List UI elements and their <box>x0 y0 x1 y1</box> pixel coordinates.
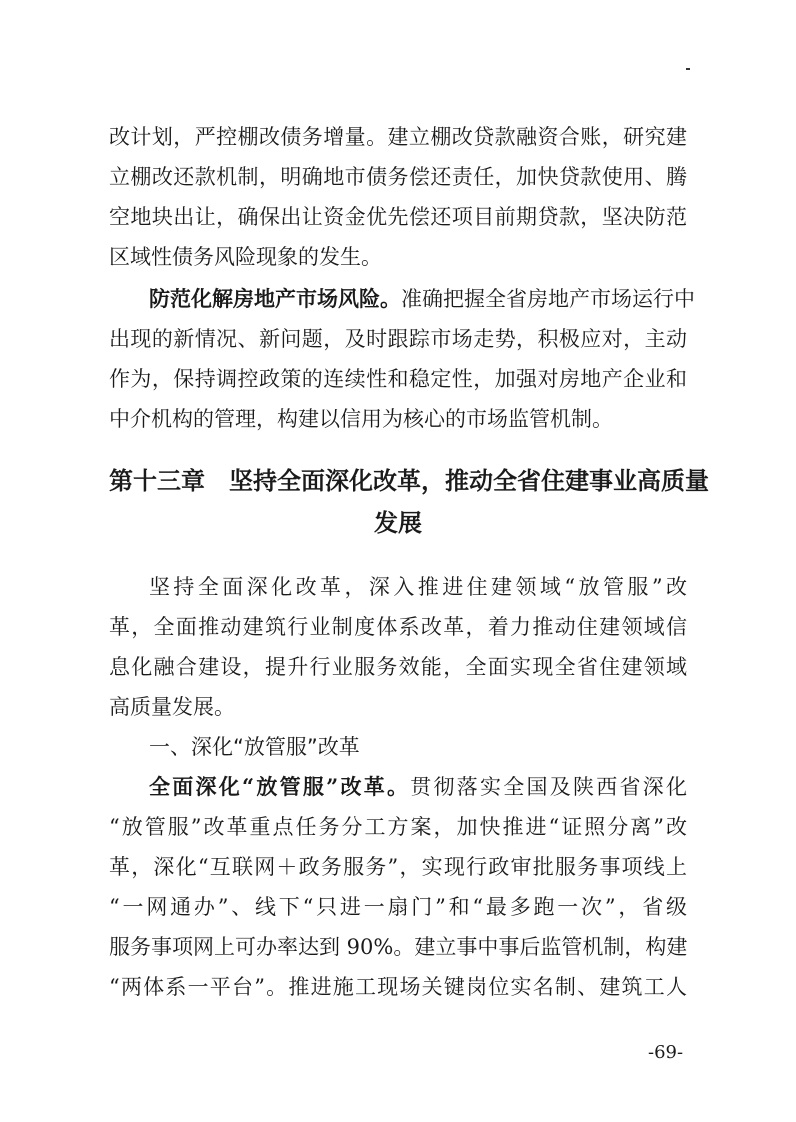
paragraph-4-line-5: 服务事项网上可办率达到 90%。建立事中事后监管机制，构建 <box>109 935 688 959</box>
corner-mark <box>686 68 690 70</box>
chapter-title-line-2: 发展 <box>374 508 422 537</box>
paragraph-4-line-2: “放管服”改革重点任务分工方案，加快推进“证照分离”改 <box>109 815 687 839</box>
paragraph-4-lead: 全面深化“放管服”改革。 <box>149 774 411 799</box>
paragraph-4-line-1 <box>149 774 687 800</box>
paragraph-4-line-4: “一网通办”、线下“只进一扇门”和“最多跑一次”，省级 <box>109 895 687 919</box>
paragraph-2-line-3: 作为，保持调控政策的连续性和稳定性，加强对房地产企业和 <box>109 367 687 391</box>
paragraph-1-line-3: 空地块出让，确保出让资金优先偿还项目前期贷款，坚决防范 <box>109 205 687 229</box>
paragraph-3-line-1: 坚持全面深化改革，深入推进住建领域“放管服”改 <box>149 575 687 599</box>
paragraph-3-line-4: 高质量发展。 <box>109 695 235 719</box>
paragraph-2-lead: 防范化解房地产市场风险。 <box>149 286 401 311</box>
page-number: -69- <box>648 1042 684 1063</box>
paragraph-1-line-1: 改计划，严控棚改债务增量。建立棚改贷款融资合账，研究建 <box>109 125 687 149</box>
paragraph-4-line-6: “两体系一平台”。推进施工现场关键岗位实名制、建筑工人 <box>109 975 687 999</box>
paragraph-3-line-2: 革，全面推动建筑行业制度体系改革，着力推动住建领域信 <box>109 615 687 639</box>
paragraph-2-line-1-rest: 准确把握全省房地产市场运行中 <box>401 287 695 311</box>
paragraph-4-line-3: 革，深化“互联网＋政务服务”，实现行政审批服务事项线上 <box>109 855 687 879</box>
paragraph-2-line-4: 中介机构的管理，构建以信用为核心的市场监管机制。 <box>109 407 613 431</box>
section-heading: 一、深化“放管服”改革 <box>149 735 360 759</box>
paragraph-2-line-1 <box>149 286 695 312</box>
paragraph-1-line-2: 立棚改还款机制，明确地市债务偿还责任，加快贷款使用、腾 <box>109 165 687 189</box>
chapter-title-line-1: 第十三章 坚持全面深化改革，推动全省住建事业高质量 <box>109 466 709 495</box>
paragraph-1-line-4: 区域性债务风险现象的发生。 <box>109 245 382 269</box>
paragraph-3-line-3: 息化融合建设，提升行业服务效能，全面实现全省住建领域 <box>109 655 687 679</box>
paragraph-4-line-1-rest: 贯彻落实全国及陕西省深化 <box>410 775 687 799</box>
paragraph-2-line-2: 出现的新情况、新问题，及时跟踪市场走势，积极应对，主动 <box>109 327 687 351</box>
